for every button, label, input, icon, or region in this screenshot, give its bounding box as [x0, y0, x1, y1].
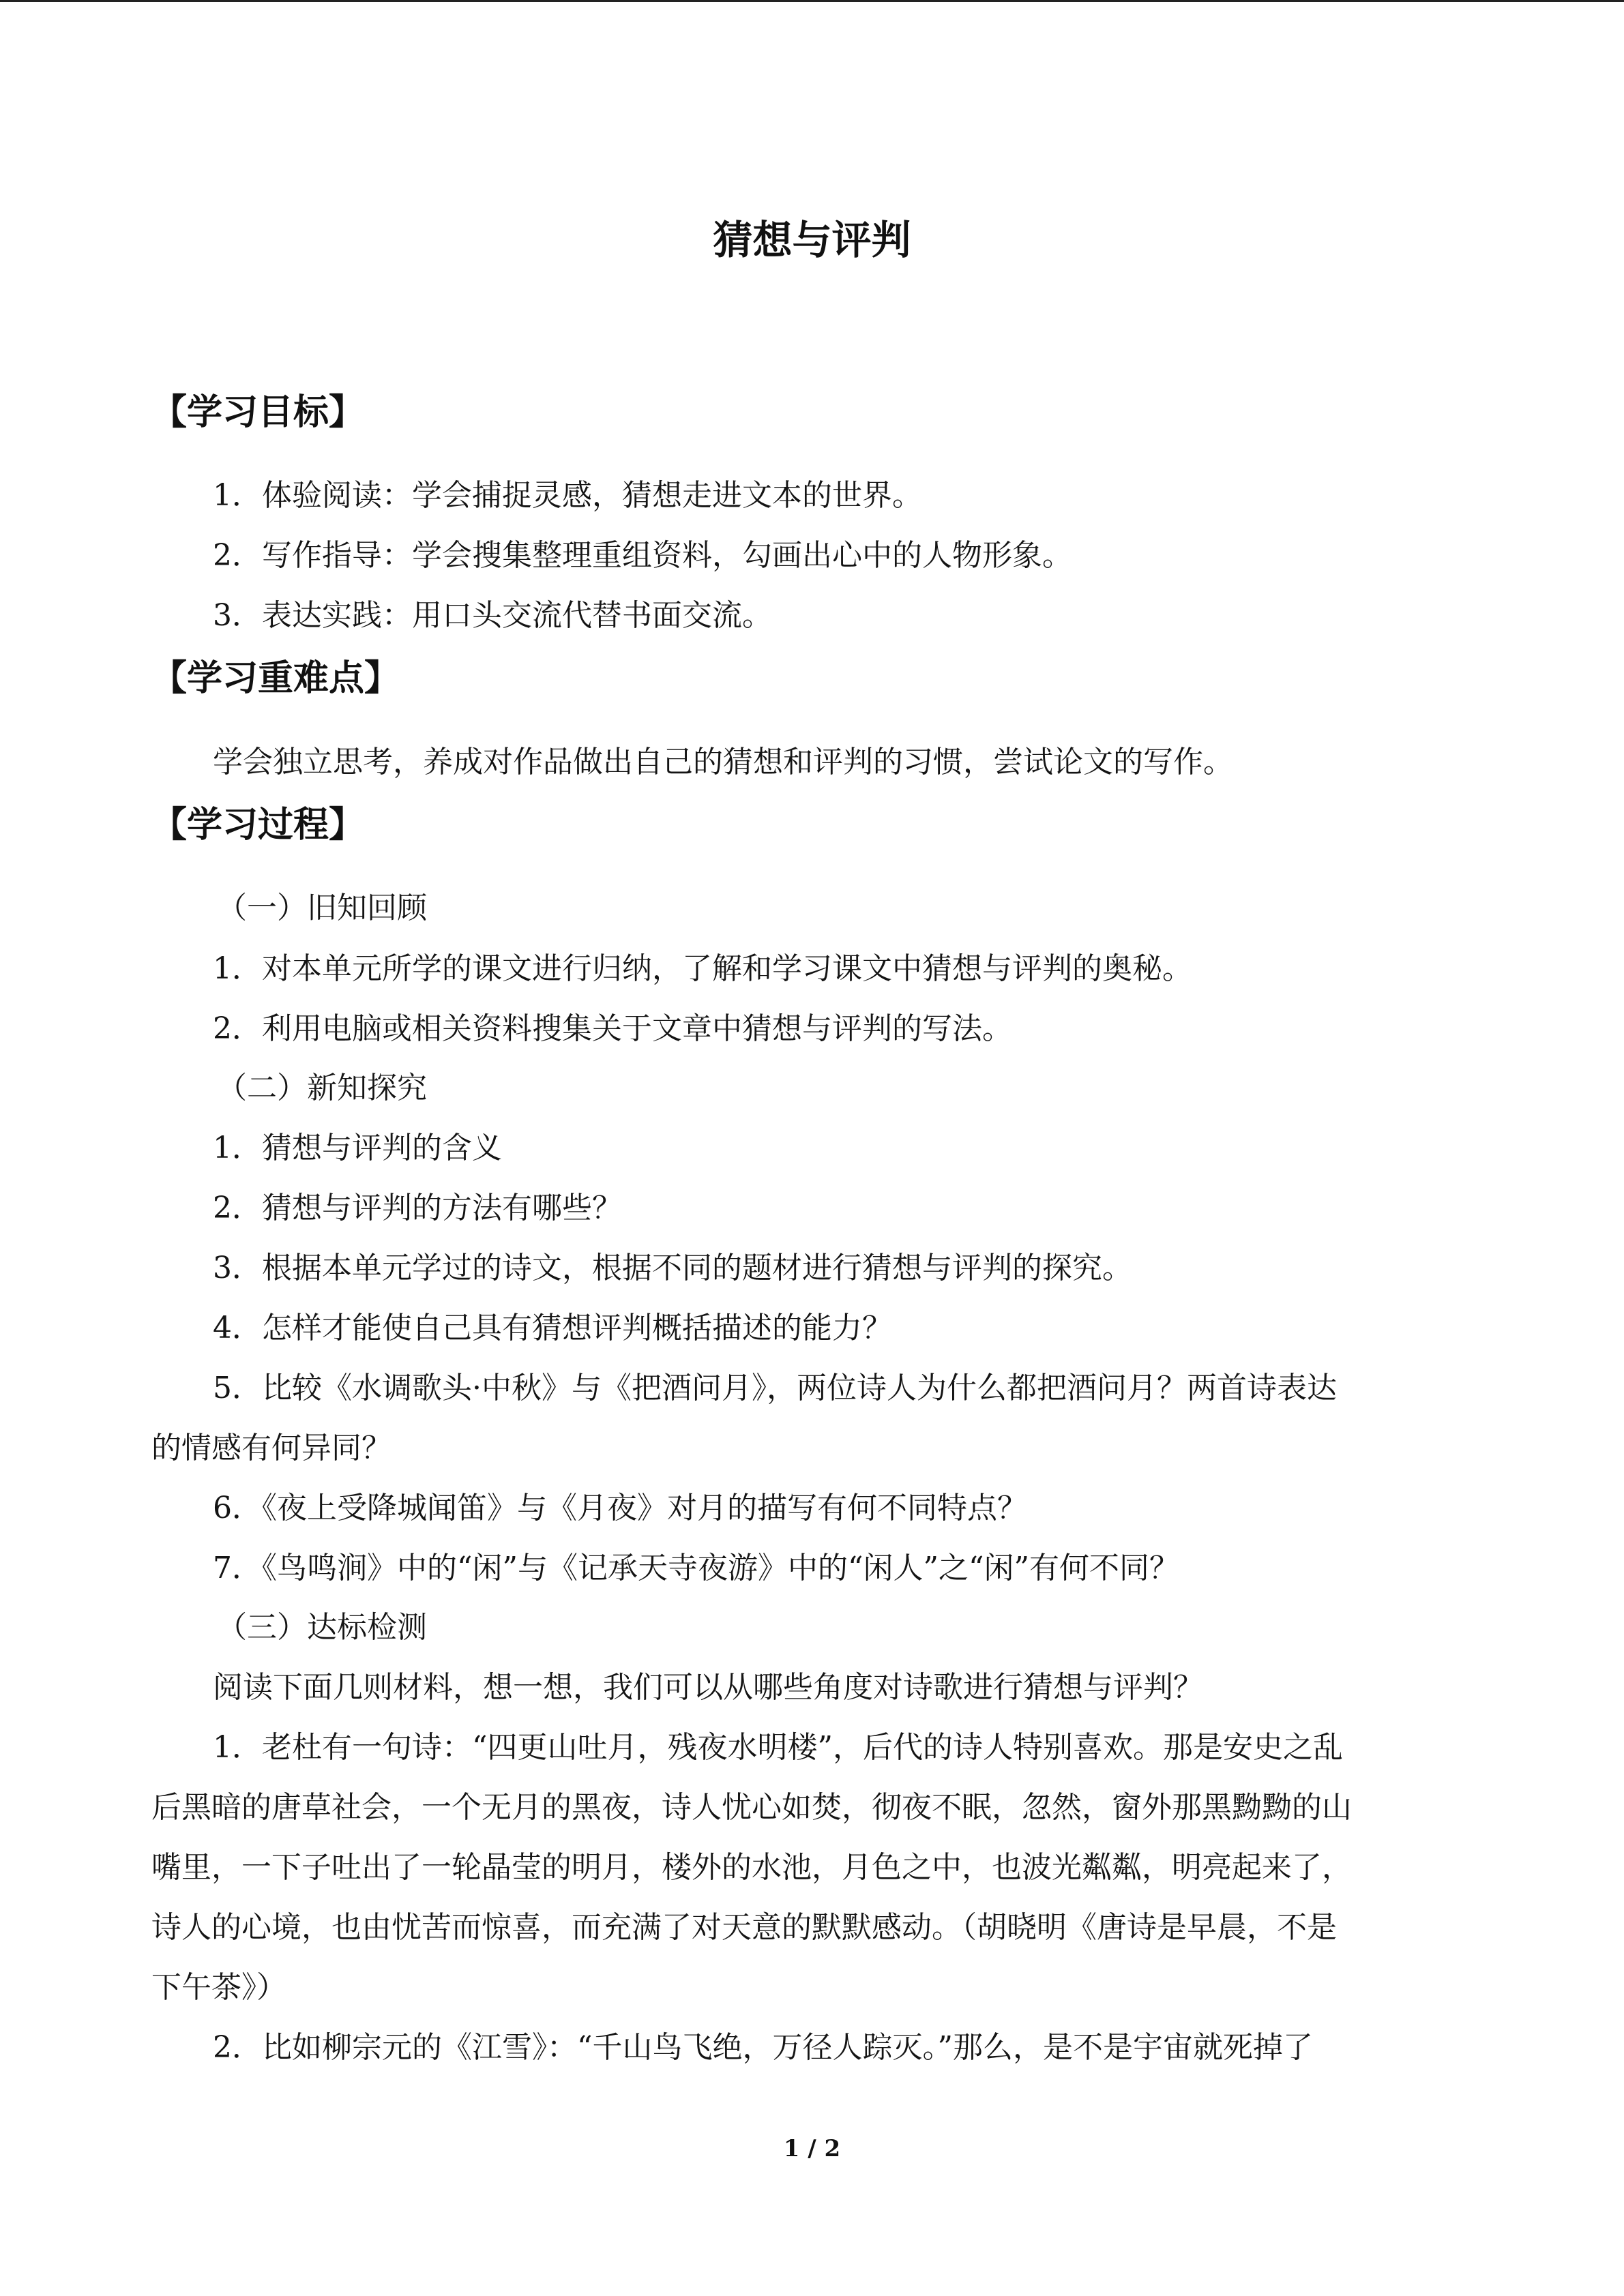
explore-item-4: 4．怎样才能使自己具有猜想评判概括描述的能力？: [213, 1311, 892, 1345]
review-heading: （一）旧知回顾: [217, 891, 427, 925]
material-1-line-1: 1．老杜有一句诗：“四更山吐月，残夜水明楼”，后代的诗人特别喜欢。那是安史之乱: [213, 1730, 1343, 1765]
material-1-line-5: 下午茶》）: [151, 1970, 286, 2005]
explore-item-3: 3．根据本单元学过的诗文，根据不同的题材进行猜想与评判的探究。: [213, 1251, 1132, 1285]
material-2-line-1: 2．比如柳宗元的《江雪》：“千山鸟飞绝，万径人踪灭。”那么，是不是宇宙就死掉了: [213, 2030, 1313, 2065]
page-number: 1 / 2: [783, 2135, 841, 2162]
explore-item-2: 2．猜想与评判的方法有哪些？: [213, 1191, 622, 1225]
explore-heading: （二）新知探究: [217, 1071, 427, 1105]
explore-item-6: 6．《夜上受降城闻笛》与《月夜》对月的描写有何不同特点？: [213, 1491, 1027, 1525]
key-points-heading: 【学习重难点】: [151, 658, 400, 699]
goal-item-2: 2．写作指导：学会搜集整理重组资料，勾画出心中的人物形象。: [213, 538, 1072, 573]
top-border: [0, 0, 1624, 2]
test-intro: 阅读下面几则材料，想一想，我们可以从哪些角度对诗歌进行猜想与评判？: [213, 1670, 1203, 1705]
material-1-line-3: 嘴里，一下子吐出了一轮晶莹的明月，楼外的水池，月色之中，也波光粼粼，明亮起来了，: [151, 1850, 1352, 1885]
explore-item-1: 1．猜想与评判的含义: [213, 1131, 502, 1165]
goals-heading: 【学习目标】: [151, 392, 365, 433]
explore-item-7: 7．《鸟鸣涧》中的“闲”与《记承天寺夜游》中的“闲人”之“闲”有何不同？: [213, 1551, 1179, 1585]
goal-item-1: 1．体验阅读：学会捕捉灵感，猜想走进文本的世界。: [213, 478, 922, 513]
review-item-1: 1．对本单元所学的课文进行归纳，了解和学习课文中猜想与评判的奥秘。: [213, 951, 1192, 986]
explore-item-5-line-2: 的情感有何异同？: [151, 1431, 392, 1465]
review-item-2: 2．利用电脑或相关资料搜集关于文章中猜想与评判的写法。: [213, 1011, 1012, 1046]
material-1-line-2: 后黑暗的唐草社会，一个无月的黑夜，诗人忧心如焚，彻夜不眠，忽然，窗外那黑黝黝的山: [151, 1790, 1352, 1825]
material-1-line-4: 诗人的心境，也由忧苦而惊喜，而充满了对天意的默默感动。（胡晓明《唐诗是早晨，不是: [151, 1910, 1337, 1945]
goal-item-3: 3．表达实践：用口头交流代替书面交流。: [213, 598, 772, 633]
explore-item-5-line-1: 5．比较《水调歌头·中秋》与《把酒问月》，两位诗人为什么都把酒问月？两首诗表达: [213, 1371, 1337, 1405]
process-heading: 【学习过程】: [151, 805, 365, 846]
page-title: 猜想与评判: [713, 217, 911, 263]
test-heading: （三）达标检测: [217, 1610, 427, 1645]
key-points-text: 学会独立思考，养成对作品做出自己的猜想和评判的习惯，尝试论文的写作。: [213, 745, 1233, 779]
